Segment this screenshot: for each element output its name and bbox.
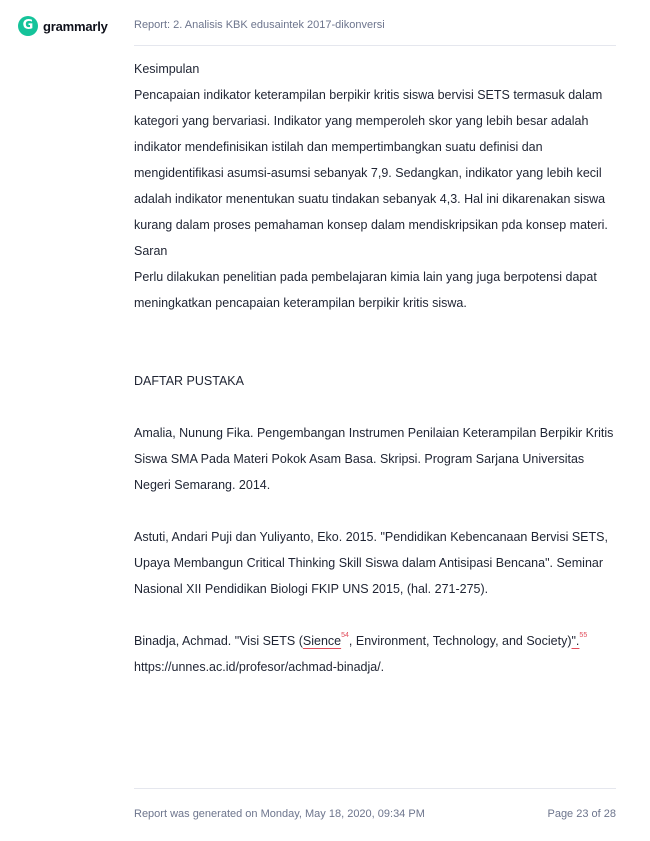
issue-number-55: 55 bbox=[579, 631, 588, 639]
reference-2: Astuti, Andari Puji dan Yuliyanto, Eko. 2015. "Pendidikan Kebencanaan Bervisi SETS, Upaya Membangun Critical Thinking Skill Siswa dalam Antisipasi Bencana". Seminar Nasional XII Pendidikan Biologi FKIP UNS 2015, (hal. 271-275). bbox=[134, 530, 608, 596]
footer-divider bbox=[134, 788, 616, 789]
reference-3-url: https://unnes.ac.id/profesor/achmad-binadja/. bbox=[134, 660, 385, 674]
grammarly-g-icon: G bbox=[18, 16, 38, 36]
header-divider bbox=[134, 45, 616, 46]
spacer bbox=[134, 316, 616, 368]
document-body bbox=[134, 56, 616, 680]
reference-3-part-1: Binadja, Achmad. "Visi SETS ( bbox=[134, 634, 303, 648]
grammarly-logo bbox=[18, 16, 108, 36]
reference-1: Amalia, Nunung Fika. Pengembangan Instrumen Penilaian Keterampilan Berpikir Kritis Siswa SMA Pada Materi Pokok Asam Basa. Skripsi. Program Sarjana Universitas Negeri Semarang. 2014. bbox=[134, 426, 614, 492]
reference-3 bbox=[134, 628, 616, 680]
issue-flag-sience[interactable]: Sience bbox=[302, 634, 342, 648]
saran-heading: Saran bbox=[134, 244, 168, 258]
page-number: Page 23 of 28 bbox=[547, 808, 616, 820]
reference-3-part-2: , bbox=[348, 634, 353, 648]
brand-name: grammarly bbox=[43, 18, 108, 34]
report-title: Report: 2. Analisis KBK edusaintek 2017-dikonversi bbox=[134, 19, 385, 31]
report-header bbox=[0, 0, 650, 50]
kesimpulan-paragraph: Pencapaian indikator keterampilan berpikir kritis siswa bervisi SETS termasuk dalam kategori yang bervariasi. Indikator yang memperoleh skor yang lebih besar adalah indikator mendefinisikan istilah dan mempertimbangkan suatu definisi dan mengidentifikasi asumsi-asumsi sebanyak 7,9. Sedangkan, indikator yang lebih kecil adalah indikator menentukan suatu tindakan sebanyak 4,3. Hal ini dikarenakan siswa kurang dalam proses pemahaman konsep dalam mendiskripsikan pda konsep materi. bbox=[134, 88, 608, 232]
spacer bbox=[134, 498, 616, 524]
issue-flag-quote-period[interactable]: ". bbox=[571, 634, 580, 648]
issue-number-54: 54 bbox=[341, 631, 349, 639]
report-generated-date: Report was generated on Monday, May 18, 2020, 09:34 PM bbox=[134, 808, 425, 820]
spacer bbox=[134, 394, 616, 420]
spacer bbox=[134, 602, 616, 628]
daftar-pustaka-heading: DAFTAR PUSTAKA bbox=[134, 374, 244, 388]
saran-paragraph: Perlu dilakukan penelitian pada pembelajaran kimia lain yang juga berpotensi dapat meningkatkan pencapaian keterampilan berpikir kritis siswa. bbox=[134, 270, 597, 310]
kesimpulan-heading: Kesimpulan bbox=[134, 62, 200, 76]
reference-3-part-3: Environment, Technology, and Society) bbox=[352, 634, 572, 648]
